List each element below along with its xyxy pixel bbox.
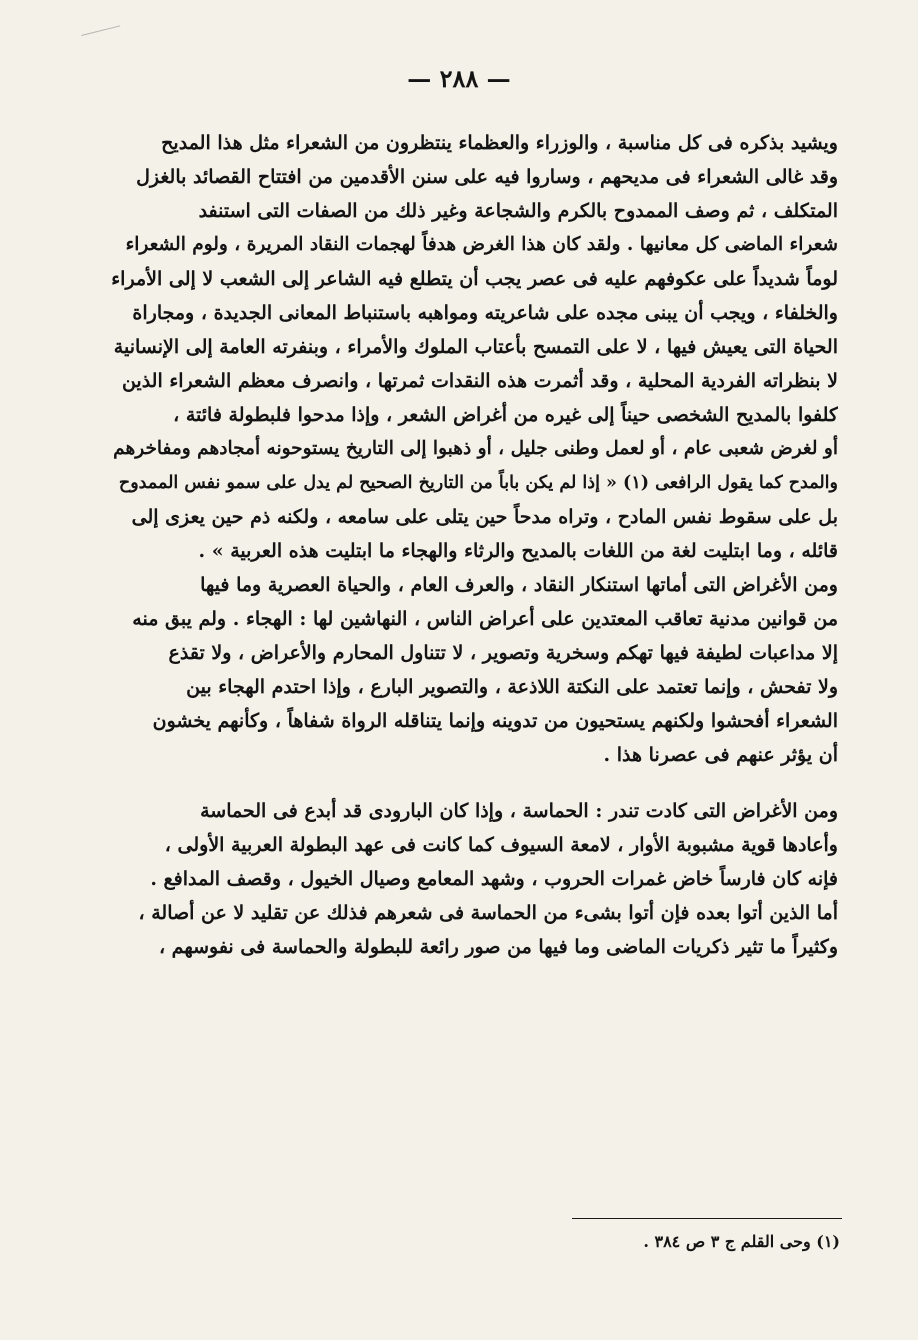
footnote-divider xyxy=(572,1218,842,1219)
scan-smudge xyxy=(81,25,122,45)
text-line: إلا مداعبات لطيفة فيها تهكم وسخرية وتصوير ، لا تتناول المحارم والأعراض ، ولا تقذع xyxy=(168,642,838,664)
text-line: والخلفاء ، ويجب أن يبنى مجده على شاعريته ومواهبه باستنباط المعانى الجديدة ، ومجاراة xyxy=(132,302,838,324)
paragraph-2 xyxy=(110,568,838,772)
paragraph-1 xyxy=(110,126,838,568)
text-line: أن يؤثر عنهم فى عصرنا هذا . xyxy=(603,744,838,766)
text-line: ولا تفحش ، وإنما تعتمد على النكتة اللاذعة ، والتصوير البارع ، وإذا احتدم الهجاء بين xyxy=(186,676,838,698)
text-line: والمدح كما يقول الرافعى (١) « إذا لم يكن باباً من التاريخ الصحيح لم يدل على سمو نفس الممدوح xyxy=(118,473,838,493)
text-line: أما الذين أتوا بعده فإن أتوا بشىء من الحماسة فى شعرهم فذلك عن تقليد لا عن أصالة ، xyxy=(138,902,838,924)
footnote: (١) وحى القلم ج ٣ ص ٣٨٤ . xyxy=(643,1232,840,1251)
text-line: لا بنظراته الفردية المحلية ، وقد أثمرت هذه النقدات ثمرتها ، وانصرف معظم الشعراء الذين xyxy=(121,370,838,392)
text-line: من قوانين مدنية تعاقب المعتدين على أعراض الناس ، النهاشين لها : الهجاء . ولم يبق منه xyxy=(132,608,838,630)
text-line: وأعادها قوية مشبوبة الأوار ، لامعة السيوف كما كانت فى عهد البطولة العربية الأولى ، xyxy=(164,834,838,856)
text-line: بل على سقوط نفس المادح ، وتراه مدحاً حين يتلى على سامعه ، ولكنه ذم حين يعزى إلى xyxy=(131,506,838,528)
text-line: الحياة التى يعيش فيها ، لا على التمسح بأعتاب الملوك والأمراء ، وبنفرته العامة إلى الإنسانية xyxy=(113,336,838,358)
page-number: — ٢٨٨ — xyxy=(407,64,511,93)
paragraph-spacer xyxy=(110,772,838,794)
paragraph-3 xyxy=(110,794,838,964)
text-line: الشعراء أفحشوا ولكنهم يستحيون من تدوينه وإنما يتناقله الرواة شفاهاً ، وكأنهم يخشون xyxy=(152,710,838,732)
text-line: أو لغرض شعبى عام ، أو لعمل وطنى جليل ، أو ذهبوا إلى التاريخ يستوحونه أمجادهم ومفاخرهم xyxy=(113,438,838,459)
text-line: وقد غالى الشعراء فى مديحهم ، وساروا فيه على سنن الأقدمين من افتتاح القصائد بالغزل xyxy=(136,166,838,188)
text-line: لوماً شديداً على عكوفهم عليه فى عصر يجب أن يتطلع فيه الشاعر إلى الشعب لا إلى الأمراء xyxy=(111,268,838,290)
text-line: فإنه كان فارساً خاض غمرات الحروب ، وشهد المعامع وصيال الخيول ، وقصف المدافع . xyxy=(150,868,838,890)
text-line: قائله ، وما ابتليت لغة من اللغات بالمديح والرثاء والهجاء ما ابتليت هذه العربية » . xyxy=(198,540,838,562)
text-line: شعراء الماضى كل معانيها . ولقد كان هذا الغرض هدفاً لهجمات النقاد المريرة ، ولوم الشعراء xyxy=(125,234,838,255)
text-line: ومن الأغراض التى أماتها استنكار النقاد ، والعرف العام ، والحياة العصرية وما فيها xyxy=(200,574,838,596)
text-line: كلفوا بالمديح الشخصى حيناً إلى غيره من أغراض الشعر ، وإذا مدحوا فلبطولة فائتة ، xyxy=(173,404,838,426)
body-text xyxy=(110,126,838,964)
text-line: ويشيد بذكره فى كل مناسبة ، والوزراء والعظماء ينتظرون من الشعراء مثل هذا المديح xyxy=(161,132,838,154)
text-line: وكثيراً ما تثير ذكريات الماضى وما فيها من صور رائعة للبطولة والحماسة فى نفوسهم ، xyxy=(158,936,838,958)
text-line: المتكلف ، ثم وصف الممدوح بالكرم والشجاعة وغير ذلك من الصفات التى استنفد xyxy=(198,200,838,222)
text-line: ومن الأغراض التى كادت تندر : الحماسة ، وإذا كان البارودى قد أبدع فى الحماسة xyxy=(200,800,838,822)
